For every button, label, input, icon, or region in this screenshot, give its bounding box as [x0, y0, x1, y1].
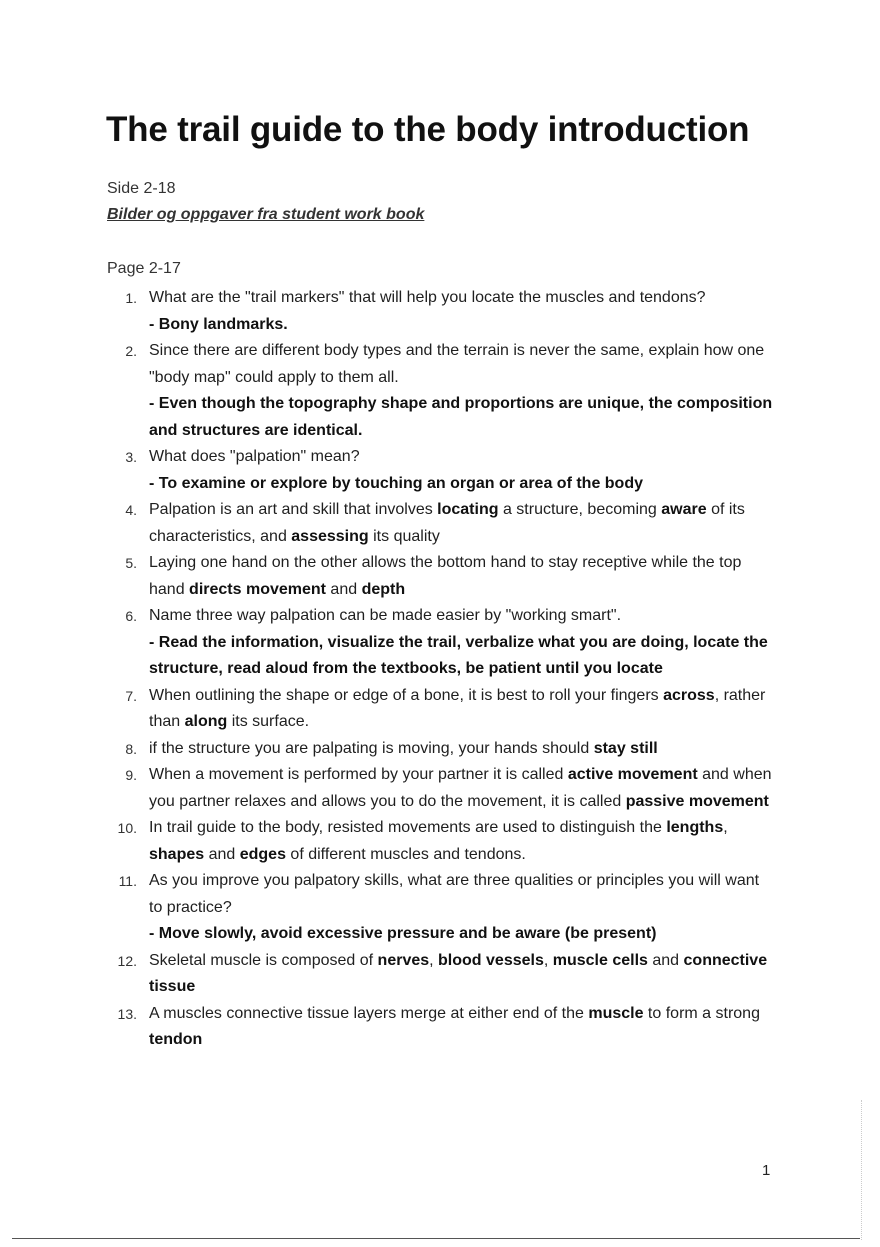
- question-text: to form a strong: [643, 1004, 760, 1022]
- question-text: In trail guide to the body, resisted movements are used to distinguish the: [149, 819, 667, 836]
- page-number: 1: [762, 1162, 771, 1179]
- item-number: 8.: [125, 740, 137, 757]
- item-answer: - Move slowly, avoid excessive pressure and be aware (be present): [149, 925, 657, 942]
- item-answer: - Even though the topography shape and proportions are unique, the composition and structures are identical.: [149, 395, 773, 439]
- question-text: a structure, becoming: [498, 501, 662, 518]
- question-text: and: [325, 580, 362, 598]
- list-item: [106, 868, 776, 948]
- item-number: 13.: [117, 1005, 137, 1022]
- question-text: , rather than: [149, 686, 766, 730]
- emphasized-term: lengths: [666, 819, 724, 836]
- question-text: and: [204, 845, 240, 863]
- question-text: Palpation is an art and skill that involves: [149, 501, 438, 518]
- item-question: [149, 766, 772, 810]
- item-number: 4.: [125, 502, 137, 518]
- list-item: [106, 683, 776, 736]
- item-answer: - Read the information, visualize the trail, verbalize what you are doing, locate the structure, read aloud from the textbooks, be patient until you locate: [149, 633, 768, 677]
- item-number: 9.: [125, 767, 137, 783]
- emphasized-term: shapes: [149, 845, 205, 863]
- question-text: As you improve you palpatory skills, what are three qualities or principles you will want to practice?: [149, 872, 760, 916]
- list-item: [106, 736, 776, 763]
- item-number: 5.: [125, 555, 137, 571]
- question-text: and when you partner relaxes and allows you to do the movement, it is called: [149, 766, 772, 810]
- emphasized-term: depth: [361, 580, 406, 598]
- item-question: [149, 607, 621, 624]
- side-range: Side 2-18: [107, 180, 176, 197]
- question-text: What are the "trail markers" that will help you locate the muscles and tendons?: [149, 289, 706, 306]
- emphasized-term: across: [663, 686, 715, 704]
- item-question: [149, 1005, 760, 1049]
- emphasized-term: active movement: [567, 766, 698, 783]
- item-question: [149, 952, 767, 996]
- item-answer: - Bony landmarks.: [149, 315, 288, 333]
- question-text: ,: [543, 951, 553, 969]
- question-text: Since there are different body types and the terrain is never the same, explain how one "body map" could apply to them all.: [149, 342, 765, 386]
- question-text: ,: [429, 951, 439, 969]
- question-text: Skeletal muscle is composed of: [149, 951, 378, 969]
- question-text: When outlining the shape or edge of a bone, it is best to roll your fingers: [149, 686, 664, 704]
- list-item: [106, 444, 776, 497]
- list-item: [106, 497, 776, 550]
- emphasized-term: directs movement: [189, 580, 326, 598]
- footer-divider: [12, 1238, 860, 1239]
- page-title: The trail guide to the body introduction: [106, 110, 750, 149]
- subtitle: Bilder og oppgaver fra student work book: [107, 206, 425, 223]
- list-item: [106, 550, 776, 603]
- item-number: 3.: [125, 449, 137, 465]
- list-item: [106, 1001, 776, 1054]
- list-item: [106, 285, 776, 338]
- emphasized-term: stay still: [593, 739, 658, 757]
- emphasized-term: assessing: [291, 527, 369, 545]
- list-item: [106, 603, 776, 683]
- emphasized-term: muscle: [588, 1004, 644, 1022]
- item-number: 1.: [125, 290, 137, 306]
- question-text: When a movement is performed by your partner it is called: [149, 766, 568, 783]
- page-reference: Page 2-17: [107, 260, 181, 277]
- item-number: 12.: [117, 952, 137, 969]
- item-question: [149, 342, 764, 386]
- item-question: [149, 554, 741, 598]
- emphasized-term: blood vessels: [438, 951, 544, 969]
- item-question: [149, 501, 745, 545]
- question-text: A muscles connective tissue layers merge at either end of the: [149, 1004, 589, 1022]
- emphasized-term: along: [184, 713, 228, 730]
- list-item: [106, 338, 776, 444]
- emphasized-term: tendon: [149, 1031, 203, 1048]
- item-number: 10.: [117, 820, 137, 836]
- question-text: of different muscles and tendons.: [285, 845, 526, 863]
- list-item: [106, 762, 776, 815]
- emphasized-term: locating: [437, 501, 499, 518]
- question-text: Laying one hand on the other allows the bottom hand to stay receptive while the top hand: [149, 554, 742, 598]
- item-question: [149, 687, 765, 731]
- list-item: [106, 948, 776, 1001]
- emphasized-term: nerves: [377, 951, 430, 969]
- question-text: and: [647, 951, 684, 969]
- question-text: its quality: [368, 527, 440, 545]
- question-text: if the structure you are palpating is moving, your hands should: [149, 739, 594, 757]
- question-text: Name three way palpation can be made easier by "working smart".: [149, 607, 622, 624]
- item-answer: - To examine or explore by touching an organ or area of the body: [149, 474, 643, 492]
- emphasized-term: muscle cells: [552, 951, 648, 969]
- item-question: [149, 740, 658, 757]
- emphasized-term: passive movement: [625, 792, 769, 810]
- item-question: [149, 819, 728, 863]
- margin-guide: [861, 1100, 862, 1240]
- emphasized-term: edges: [239, 845, 286, 863]
- item-number: 6.: [125, 608, 137, 624]
- question-text: of its characteristics, and: [149, 501, 745, 545]
- item-question: [149, 289, 706, 306]
- item-number: 2.: [125, 343, 137, 359]
- item-question: [149, 872, 759, 916]
- question-list: [106, 285, 776, 1054]
- item-number: 7.: [125, 687, 137, 704]
- item-number: 11.: [118, 873, 137, 889]
- question-text: What does "palpation" mean?: [149, 448, 360, 465]
- emphasized-term: aware: [661, 501, 707, 518]
- question-text: ,: [723, 819, 728, 836]
- emphasized-term: connective tissue: [149, 951, 768, 995]
- list-item: [106, 815, 776, 868]
- question-text: its surface.: [227, 713, 310, 730]
- item-question: [149, 448, 360, 465]
